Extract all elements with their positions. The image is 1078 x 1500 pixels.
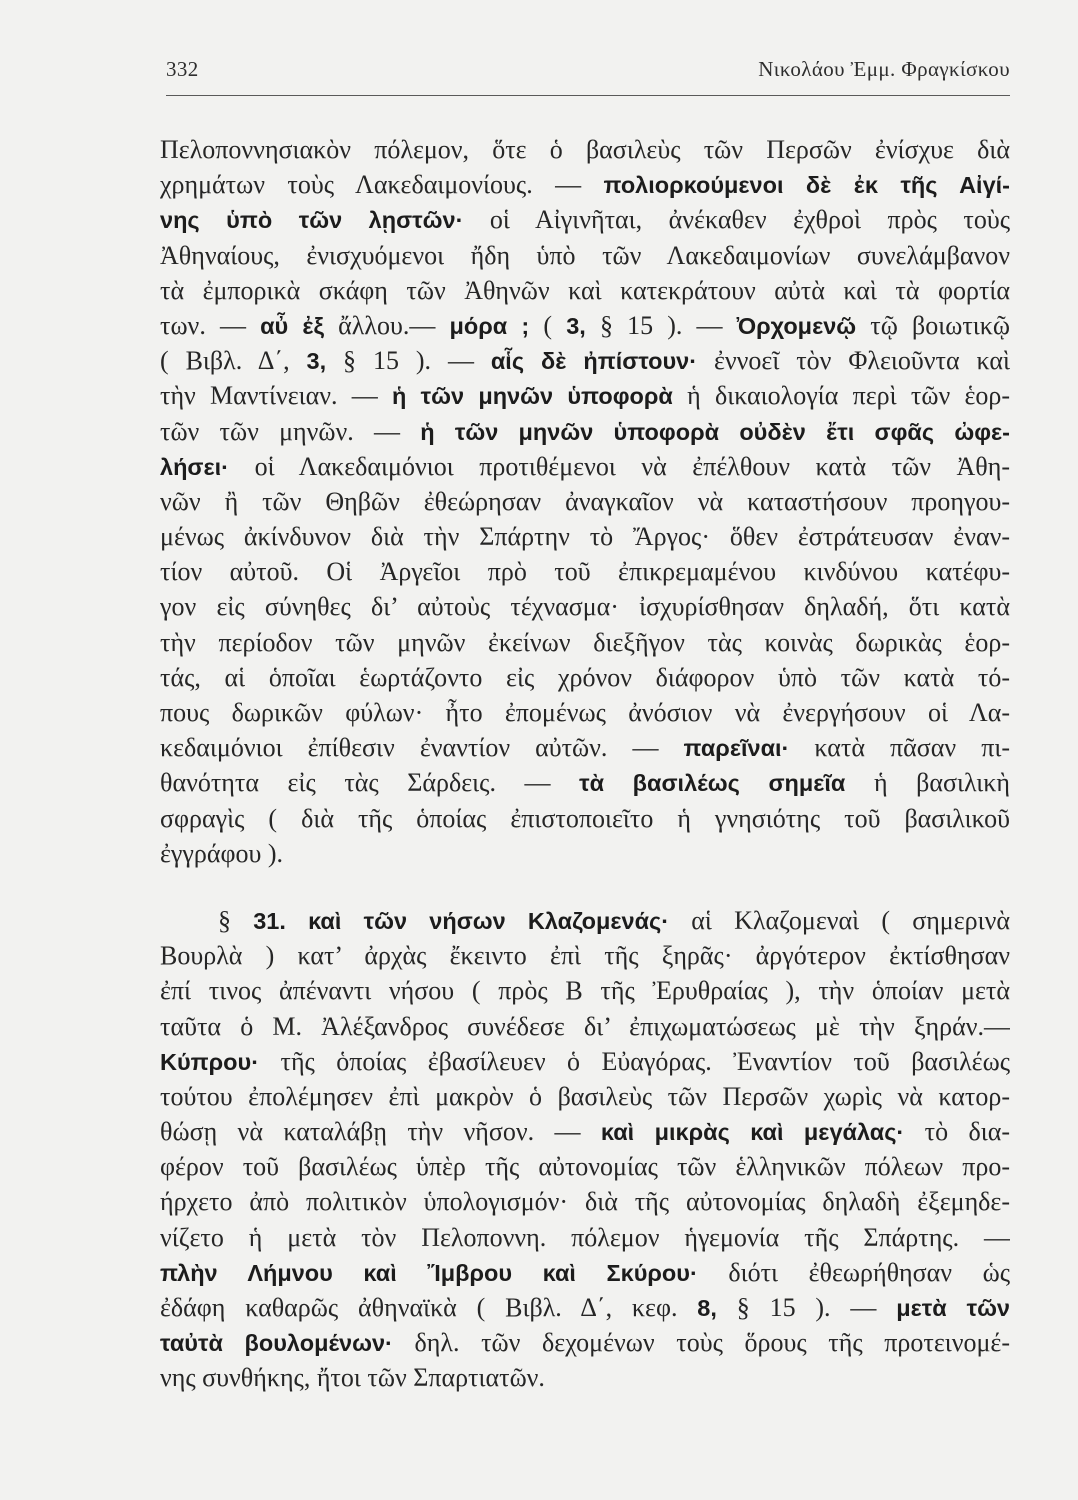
line-content [160,276,1010,305]
text-run: ἐδάφη καθαρῶς ἀθηναϊκὰ ( Βιβλ. Δ΄, κεφ. [160,1293,698,1322]
text-run: § 15 ). — [326,346,491,376]
text-run: θανότητα εἰς τὰς Σάρδεις. — [160,768,580,798]
lemma-term: ἡ τῶν μηνῶν ὑποφορὰ [392,383,673,410]
paragraph [160,132,1010,871]
line-content [160,205,1010,234]
lemma-term: πλὴν Λήμνου καὶ Ἴμβρου καὶ Σκύρου· [160,1259,698,1286]
lemma-term: τὰ βασιλέως σημεῖα [579,770,846,797]
text-run: ἄλλου.— [324,310,450,340]
line-content [160,1293,1010,1322]
lemma-term: 31. καὶ τῶν νήσων Κλαζομενάς· [253,907,670,934]
text-line [160,765,1010,800]
text-line [160,132,1010,167]
lemma-term: Κύπρου· [160,1048,260,1075]
line-content [160,663,1010,692]
text-run: § 15 ). — [585,310,737,340]
line-content [160,592,1010,621]
text-line [160,625,1010,660]
text-run: ήρχετο ἀπὸ πολιτικὸν ὑπολογισμόν· διὰ τῆς αὐτονομίας δηλαδὴ ἐξεμηδε- [160,1187,1010,1217]
text-run: νίζετο ἡ μετὰ τὸν Πελοποννη. πόλεμον ἡγεμονία τῆς Σπάρτης. — [160,1222,1010,1252]
text-run: σφραγὶς ( διὰ τῆς ὁποίας ἐπιστοποιεῖτο ἡ γνησιότης τοῦ βασιλικοῦ [160,803,1010,833]
line-content [160,1117,1010,1146]
text-run: γον εἰς σύνηθες δι’ αὐτοὺς τέχνασμα· ἰσχυρίσθησαν δηλαδή, ὅτι κατὰ [160,592,1010,622]
text-line [160,1079,1010,1114]
text-run: των. — [160,310,261,340]
text-run: τίον αὐτοῦ. Οἱ Ἀργεῖοι πρὸ τοῦ ἐπικρεμαμένου κινδύνου κατέφυ- [160,557,1010,587]
text-run: τάς, αἱ ὁποῖαι ἑωρτάζοντο εἰς χρόνον διάφορον ὑπὸ τῶν κατὰ τό- [160,662,1010,692]
text-run: τὴν περίοδον τῶν μηνῶν ἐκείνων διεξῆγον τὰς κοινὰς δωρικὰς ἑορ- [160,627,1010,657]
text-run: τὴν Μαντίνειαν. — [160,381,393,411]
text-line [160,836,1010,871]
line-content [160,241,1010,270]
text-line [160,238,1010,273]
text-line [160,1114,1010,1149]
line-content [160,1152,1010,1181]
text-line [160,1325,1010,1360]
line-content [160,487,1010,516]
text-run: ἐννοεῖ τὸν Φλειοῦντα καὶ [697,346,1010,376]
text-run: τὸ δια- [904,1117,1010,1147]
line-content [160,522,1010,551]
text-line [160,1360,1010,1395]
header-rule [166,95,1010,96]
text-line [160,167,1010,202]
text-line [160,202,1010,237]
lemma-term: αὖ ἐξ [260,312,325,339]
text-line [160,938,1010,973]
running-title: Νικολάου Ἐμμ. Φραγκίσκου [758,57,1010,81]
text-line [160,1255,1010,1290]
text-run: ( Βιβλ. Δ΄, [160,346,307,376]
text-run: πους δωρικῶν φύλων· ἦτο ἐπομένως ἀνόσιον νὰ ἐνεργήσουν οἱ Λα- [160,698,1010,727]
line-content [160,628,1010,657]
line-content [160,1363,545,1392]
lemma-term: αἷς δὲ ἠπίστουν· [490,348,698,375]
text-run: τὰ ἐμπορικὰ σκάφη τῶν Ἀθηνῶν καὶ κατεκράτουν αὐτὰ καὶ τὰ φορτία [160,275,1010,305]
text-run: § [218,905,254,935]
text-line [160,801,1010,836]
text-run: νης συνθήκης, ἤτοι τῶν Σπαρτιατῶν. [160,1363,545,1393]
line-content [160,1223,1010,1252]
text-run: δηλ. τῶν δεχομένων τοὺς ὅρους τῆς προτεινομέ- [392,1328,1010,1358]
lemma-term: 3, [566,312,586,339]
text-run: μένως ἀκίνδυνον διὰ τὴν Σπάρτην τὸ Ἄργος· ὅθεν ἐστράτευσαν ἐναν- [160,522,1010,552]
text-line [160,730,1010,765]
text-line [160,660,1010,695]
text-run: χρημάτων τοὺς Λακεδαιμονίους. — [160,170,604,200]
lemma-term: μόρα ; [449,312,530,339]
line-content [160,1082,1010,1111]
text-line [160,1184,1010,1219]
text-line [160,903,1010,938]
text-run: θώσῃ νὰ καταλάβῃ τὴν νῆσον. — [160,1117,601,1147]
line-content [160,452,1010,481]
line-content [160,170,1010,199]
line-content [218,906,1010,935]
text-run: φέρον τοῦ βασιλέως ὑπὲρ τῆς αὐτονομίας τῶν ἑλληνικῶν πόλεων προ- [160,1152,1010,1182]
text-run: οἱ Αἰγινῆται, ἀνέκαθεν ἐχθροὶ πρὸς τοὺς [463,205,1010,235]
line-content [160,1187,1010,1216]
text-line [160,308,1010,343]
text-line [160,378,1010,413]
text-line [160,554,1010,589]
text-line [160,519,1010,554]
text-run: κεδαιμόνιοι ἐπίθεσιν ἐναντίον αὐτῶν. — [160,733,684,763]
lemma-term: μετὰ τῶν [896,1295,1010,1321]
lemma-term: παρεῖναι· [683,735,790,762]
line-content [160,1047,1010,1076]
line-content [160,941,1010,970]
text-run: οἱ Λακεδαιμόνιοι προτιθέμενοι νὰ ἐπέλθουν κατὰ τῶν Ἀθη- [229,451,1010,481]
text-line [160,484,1010,519]
line-content [160,1328,1010,1357]
text-line [160,273,1010,308]
line-content [160,381,1010,410]
line-content [160,1012,1010,1041]
text-line [160,1149,1010,1184]
line-content [160,733,1010,762]
line-content [160,768,1010,797]
line-content [160,346,1010,375]
text-line [160,1009,1010,1044]
text-run: νῶν ἢ τῶν Θηβῶν ἐθεώρησαν ἀναγκαῖον νὰ καταστήσουν προηγου- [160,486,1010,516]
lemma-term: ἡ τῶν μηνῶν ὑποφορὰ οὐδὲν ἔτι σφᾶς ὠφε- [420,418,1010,445]
lemma-term: 3, [306,348,327,375]
text-run: κατὰ πᾶσαν πι- [789,733,1010,763]
text-line [160,1044,1010,1079]
text-run: ταῦτα ὁ Μ. Ἀλέξανδρος συνέδεσε δι’ ἐπιχωματώσεως μὲ τὴν ξηράν.— [160,1011,1010,1041]
line-content [160,804,1010,833]
text-run: τῆς ὁποίας ἐβασίλευεν ὁ Εὐαγόρας. Ἐναντίον τοῦ βασιλέως [259,1046,1010,1076]
text-run: ἡ δικαιολογία περὶ τῶν ἑορ- [672,381,1010,411]
text-line [160,973,1010,1008]
text-run: ἐγγράφου ). [160,838,284,868]
text-line [160,589,1010,624]
text-run: αἱ Κλαζομεναὶ ( σημερινὰ [669,905,1010,935]
lemma-term: καὶ μικρὰς καὶ μεγάλας· [600,1119,905,1146]
line-content [160,1258,1010,1287]
line-content [160,417,1010,446]
text-run: ( [529,310,567,340]
text-run: τῷ βοιωτικῷ [856,310,1010,340]
page-number: 332 [166,57,199,81]
page-body [160,132,1010,1396]
lemma-term: Ὀρχομενῷ [736,312,857,339]
lemma-term: πολιορκούμενοι δὲ ἐκ τῆς Αἰγί- [603,172,1010,199]
text-line [160,1290,1010,1325]
page-header [166,50,1010,82]
text-run: ἐπί τινος ἀπέναντι νήσου ( πρὸς Β τῆς Ἐρυθραίας ), τὴν ὁποίαν μετὰ [160,976,1010,1006]
text-line [160,449,1010,484]
line-content [160,311,1010,340]
line-content [160,557,1010,586]
lemma-term: 8, [697,1295,717,1321]
line-content [160,976,1010,1005]
line-content [160,839,283,868]
text-run: τούτου ἐπολέμησεν ἐπὶ μακρὸν ὁ βασιλεὺς τῶν Περσῶν χωρὶς νὰ κατορ- [160,1081,1010,1111]
text-run: τῶν τῶν μηνῶν. — [160,416,421,446]
paragraph [160,903,1010,1396]
text-run: ἡ βασιλικὴ [845,768,1010,798]
line-content [160,698,1010,727]
text-line [160,695,1010,730]
text-run: § 15 ). — [716,1293,897,1322]
line-content [160,135,1010,164]
lemma-term: ταὐτὰ βουλομένων· [160,1330,393,1357]
lemma-term: νης ὑπὸ τῶν λῃστῶν· [160,207,464,234]
text-line [160,343,1010,378]
text-line [160,414,1010,449]
text-run: διότι ἐθεωρήθησαν ὡς [697,1257,1010,1287]
text-line [160,1220,1010,1255]
lemma-term: λήσει· [160,453,230,480]
text-run: Πελοποννησιακὸν πόλεμον, ὅτε ὁ βασιλεὺς τῶν Περσῶν ἐνίσχυε διὰ [160,135,1010,164]
text-run: Ἀθηναίους, ἐνισχυόμενοι ἤδη ὑπὸ τῶν Λακεδαιμονίων συνελάμβανον [160,240,1010,270]
text-run: Βουρλὰ ) κατ’ ἀρχὰς ἔκειντο ἐπὶ τῆς ξηρᾶς· ἀργότερον ἐκτίσθησαν [160,941,1010,971]
